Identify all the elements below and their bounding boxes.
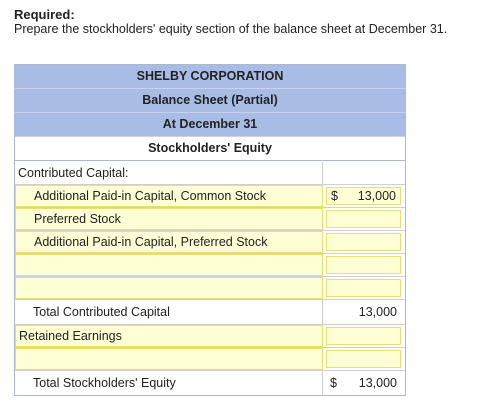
table-row xyxy=(15,185,405,208)
contributed-capital-label: Contributed Capital: xyxy=(15,162,323,184)
total-equity-label: Total Stockholders' Equity xyxy=(15,371,323,395)
blank-amount-input-1[interactable] xyxy=(326,256,401,274)
apic-preferred-label[interactable]: Additional Paid-in Capital, Preferred Stock xyxy=(15,231,323,253)
balance-sheet-table xyxy=(14,64,406,396)
currency-symbol: $ xyxy=(331,189,338,203)
blank-amount-input-3[interactable] xyxy=(326,350,401,368)
total-equity-amount-cell xyxy=(326,373,401,393)
retained-earnings-label[interactable]: Retained Earnings xyxy=(15,325,323,347)
table-row xyxy=(15,371,405,395)
apic-common-amount-input[interactable] xyxy=(326,187,401,205)
instructions xyxy=(14,7,484,37)
blank-label-input-2[interactable] xyxy=(15,277,323,299)
table-row xyxy=(15,277,405,300)
total-contributed-amount: 13,000 xyxy=(358,305,397,319)
section-title: Stockholders' Equity xyxy=(15,137,405,161)
table-header xyxy=(15,65,405,162)
table-row xyxy=(15,348,405,371)
table-row xyxy=(15,300,405,325)
currency-symbol: $ xyxy=(330,376,337,390)
blank-amount-input-2[interactable] xyxy=(326,279,401,297)
company-name: SHELBY CORPORATION xyxy=(15,65,405,89)
apic-common-amount: 13,000 xyxy=(357,189,396,203)
required-heading: Required: xyxy=(14,7,75,22)
retained-earnings-amount-input[interactable] xyxy=(326,327,401,345)
required-text: Prepare the stockholders' equity section of the balance sheet at December 31. xyxy=(14,22,448,36)
apic-common-label[interactable]: Additional Paid-in Capital, Common Stock xyxy=(15,185,323,207)
table-row xyxy=(15,254,405,277)
statement-date: At December 31 xyxy=(15,113,405,137)
preferred-stock-label[interactable]: Preferred Stock xyxy=(15,208,323,230)
preferred-stock-amount-input[interactable] xyxy=(326,210,401,228)
apic-preferred-amount-input[interactable] xyxy=(326,233,401,251)
table-row xyxy=(15,325,405,348)
table-row xyxy=(15,162,405,185)
statement-title: Balance Sheet (Partial) xyxy=(15,89,405,113)
total-equity-amount: 13,000 xyxy=(358,376,397,390)
blank-label-input-3[interactable] xyxy=(15,348,323,370)
total-contributed-label: Total Contributed Capital xyxy=(15,300,323,324)
table-row xyxy=(15,231,405,254)
table-row xyxy=(15,208,405,231)
blank-label-input-1[interactable] xyxy=(15,254,323,276)
